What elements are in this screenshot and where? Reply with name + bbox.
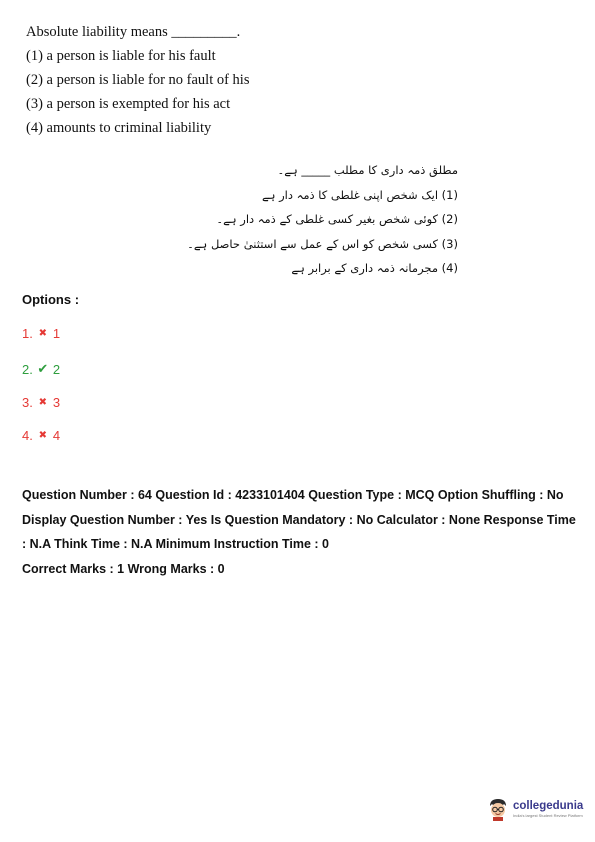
question-choice-1-urdu: (1) ایک شخص اپنی غلطی کا ذمہ دار ہے <box>261 187 458 202</box>
brand-tagline: India's largest Student Review Platform <box>513 813 583 818</box>
option-value: 1 <box>52 326 61 341</box>
wrong-icon: ✖ <box>38 328 48 339</box>
question-choice-2: (2) a person is liable for no fault of his <box>26 72 250 88</box>
metadata-line: Question Number : 64 Question Id : 4233101404 Question Type : MCQ Option Shuffling : No <box>22 488 564 502</box>
wrong-icon: ✖ <box>38 430 48 441</box>
mascot-icon <box>487 797 509 821</box>
question-metadata <box>22 483 582 581</box>
option-value: 4 <box>52 428 61 443</box>
check-icon: ✔ <box>37 361 49 376</box>
option-2 <box>22 361 60 377</box>
question-choice-4: (4) amounts to criminal liability <box>26 120 212 136</box>
option-value: 2 <box>52 361 61 377</box>
wrong-icon: ✖ <box>38 397 48 408</box>
option-value: 3 <box>52 395 61 410</box>
question-choice-3: (3) a person is exempted for his act <box>26 96 231 112</box>
option-number: 1. <box>22 326 33 341</box>
question-choice-3-urdu: (3) کسی شخص کو اس کے عمل سے استثنیٰ حاصل ہے۔ <box>187 236 458 251</box>
question-choice-2-urdu: (2) کوئی شخص بغیر کسی غلطی کے ذمہ دار ہے۔ <box>216 212 458 226</box>
option-4 <box>22 428 60 443</box>
option-number: 3. <box>22 395 33 410</box>
brand-name: collegedunia <box>513 800 584 812</box>
option-number: 2. <box>22 361 33 377</box>
options-heading: Options : <box>22 292 80 307</box>
metadata-line: Display Question Number : Yes Is Question Mandatory : No Calculator : None Response Time <box>22 512 576 527</box>
option-1 <box>22 326 60 341</box>
question-urdu <box>187 158 458 281</box>
marks-line: Correct Marks : 1 Wrong Marks : 0 <box>22 561 225 576</box>
question-stem: Absolute liability means _________. <box>26 24 241 40</box>
question-english <box>26 20 249 140</box>
question-choice-1: (1) a person is liable for his fault <box>26 48 216 64</box>
collegedunia-logo <box>487 797 583 821</box>
question-choice-4-urdu: (4) مجرمانہ ذمہ داری کے برابر ہے <box>291 261 458 275</box>
metadata-line: : N.A Think Time : N.A Minimum Instruction Time : 0 <box>22 537 329 551</box>
question-stem-urdu: مطلق ذمہ داری کا مطلب _____ ہے۔ <box>277 163 458 177</box>
option-number: 4. <box>22 428 33 443</box>
option-3 <box>22 395 60 410</box>
